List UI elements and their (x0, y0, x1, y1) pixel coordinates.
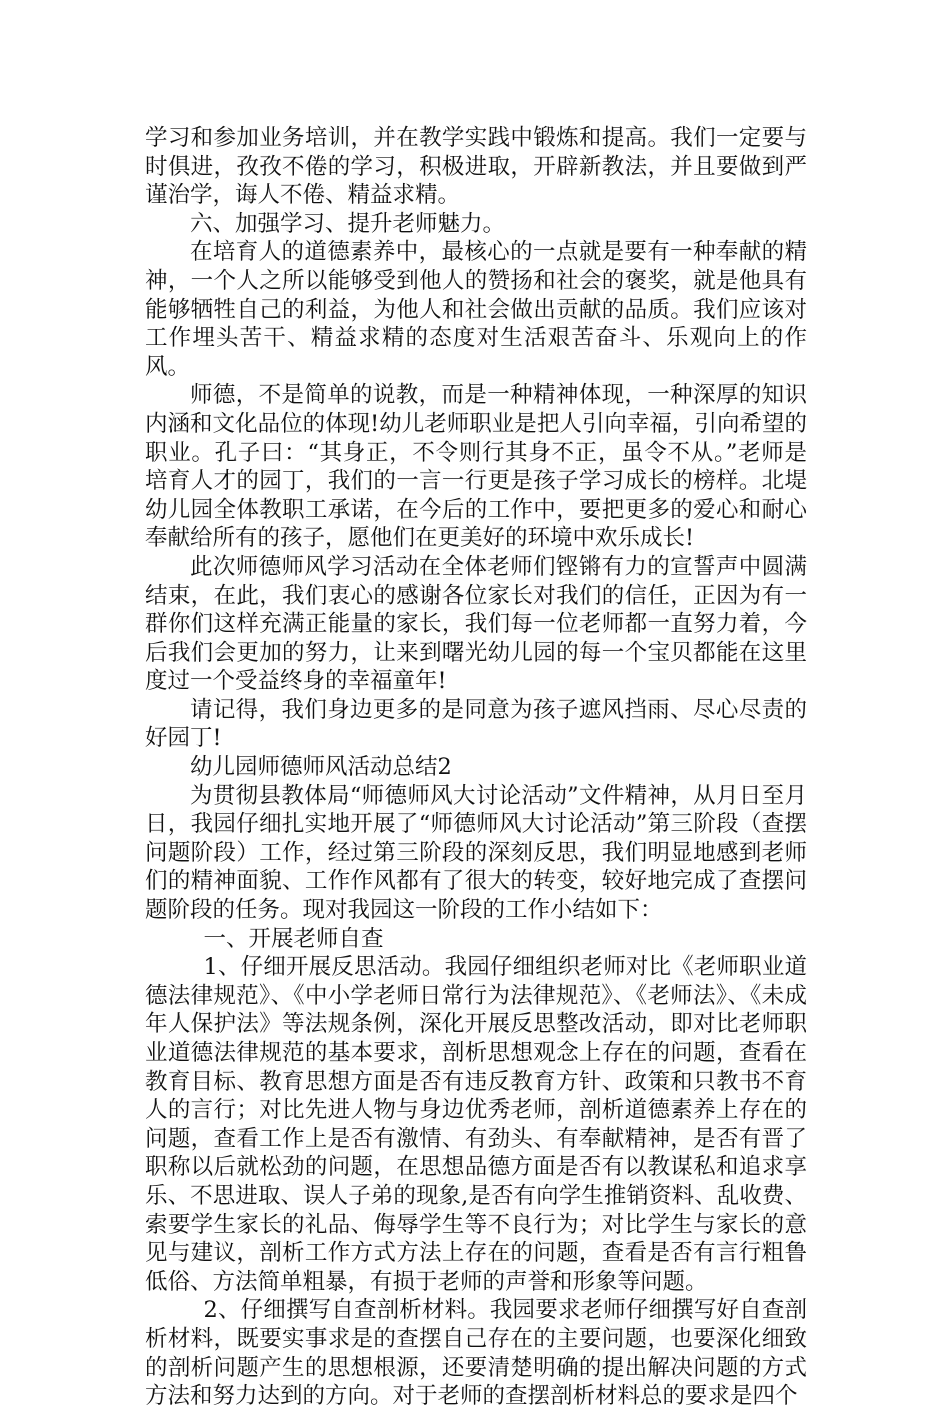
subheading: 一、开展老师自查 (203, 925, 384, 952)
paragraph-2: 六、加强学习、提升老师魅力。 (190, 210, 506, 237)
paragraph-4: 师德，不是简单的说教，而是一种精神体现，一种深厚的知识内涵和文化品位的体现!幼儿老师职业是把人引向幸福，引向希望的职业。孔子曰：“其身正，不令则行其身不正，虽令不从。”老师是培育人才的园丁，我们的一言一行更是孩子学习成长的榜样。北堤幼儿园全体教职工承诺，在今后的工作中，要把更多的爱心和耐心奉献给所有的孩子，愿他们在更美好的环境中欢乐成长! (145, 382, 807, 552)
paragraph-11: 2、仔细撰写自查剖析材料。我园要求老师仔细撰写好自查剖析材料，既要实事求是的查摆自己存在的主要问题，也要深化细致的剖析问题产生的思想根源，还要清楚明确的提出解决问题的方式方法和努力达到的方向。对于老师的查摆剖析材料总的要求是四个 (145, 1297, 807, 1410)
paragraph-8: 为贯彻县教体局“师德师风大讨论活动”文件精神，从月日至月日，我园仔细扎实地开展了“师德师风大讨论活动”第三阶段（查摆问题阶段）工作，经过第三阶段的深刻反思，我们明显地感到老师们的精神面貌、工作作风都有了很大的转变，较好地完成了查摆问题阶段的任务。现对我园这一阶段的工作小结如下： (145, 782, 807, 924)
paragraph-10: 1、仔细开展反思活动。我园仔细组织老师对比《老师职业道德法律规范》、《中小学老师日常行为法律规范》、《老师法》、《未成年人保护法》等法规条例，深化开展反思整改活动，即对比老师职业道德法律规范的基本要求，剖析思想观念上存在的问题，查看在教育目标、教育思想方面是否有违反教育方针、政策和只教书不育人的言行；对比先进人物与身边优秀老师，剖析道德素养上存在的问题，查看工作上是否有激情、有劲头、有奉献精神，是否有晋了职称以后就松劲的问题，在思想品德方面是否有以教谋私和追求享乐、不思进取、误人子弟的现象,是否有向学生推销资料、乱收费、索要学生家长的礼品、侮辱学生等不良行为；对比学生与家长的意见与建议，剖析工作方式方法上存在的问题，查看是否有言行粗鲁低俗、方法简单粗暴，有损于老师的声誉和形象等问题。 (145, 954, 807, 1295)
paragraph-3: 在培育人的道德素养中，最核心的一点就是要有一种奉献的精神，一个人之所以能够受到他人的赞扬和社会的褒奖，就是他具有能够牺牲自己的利益，为他人和社会做出贡献的品质。我们应该对工作埋头苦干、精益求精的态度对生活艰苦奋斗、乐观向上的作风。 (145, 239, 807, 380)
paragraph-6: 请记得，我们身边更多的是同意为孩子遮风挡雨、尽心尽责的好园丁! (145, 696, 807, 752)
section-heading: 幼儿园师德师风活动总结2 (190, 754, 452, 781)
document-body (145, 124, 807, 1411)
paragraph-5: 此次师德师风学习活动在全体老师们铿锵有力的宣誓声中圆满结束，在此，我们衷心的感谢各位家长对我们的信任，正因为有一群你们这样充满正能量的家长，我们每一位老师都一直努力着，今后我们会更加的努力，让来到曙光幼儿园的每一个宝贝都能在这里度过一个受益终身的幸福童年! (145, 553, 807, 695)
paragraph-1: 学习和参加业务培训，并在教学实践中锻炼和提高。我们一定要与时俱进，孜孜不倦的学习，积极进取，开辟新教法，并且要做到严谨治学，诲人不倦、精益求精。 (145, 125, 807, 209)
